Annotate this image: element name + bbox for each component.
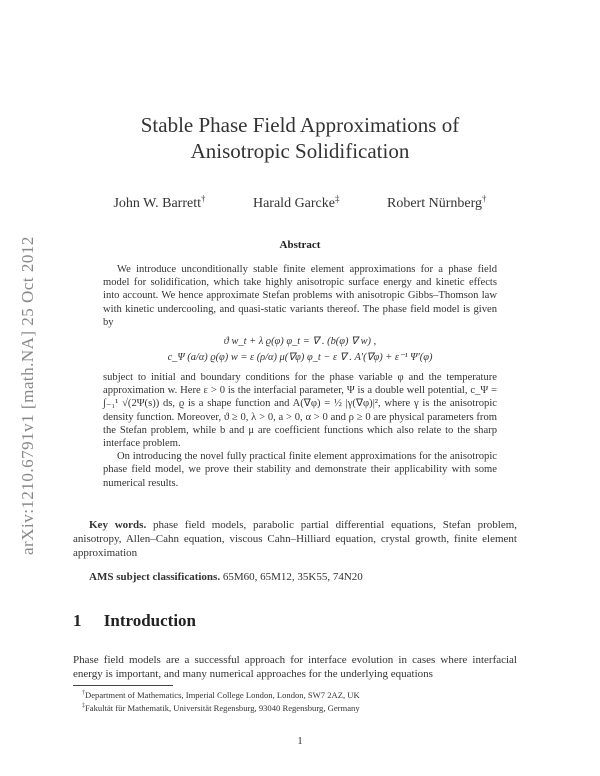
ams-codes: 65M60, 65M12, 35K55, 74N20 [222,571,363,583]
section-heading [73,611,196,631]
author-name: John W. Barrett [113,195,201,211]
footnote-text: Fakultät für Mathematik, Universität Regensburg, 93040 Regensburg, Germany [85,702,360,713]
title-line-1: Stable Phase Field Approximations of [140,113,460,137]
abstract-heading: Abstract [279,239,321,251]
equation-2: c_Ψ (a/α) ϱ(φ) w = ε (ρ/α) μ(∇φ) φ_t − ε ∇ . A′(∇φ) + ε⁻¹ Ψ′(φ) [167,352,433,364]
author-mark: † [482,193,487,203]
paper-title [0,112,600,164]
abstract-paragraph: subject to initial and boundary conditions for the phase variable φ and the temperature approximation w. Here ε > 0 is the interfacial parameter, Ψ is a double well potential, c_Ψ = ∫₋₁¹ √(2Ψ(s)) ds, ϱ is a shape function and A(∇φ) = ½ |γ(∇φ)|², where γ is the anisotropic density function. Moreover, ϑ ≥ 0, λ > 0, a > 0, α > 0 and ρ ≥ 0 are physical parameters from the Stefan problem, while b and μ are coefficient functions which also relate to the sharp interface problem. [103,372,497,450]
footnote-rule [73,685,173,686]
title-line-2: Anisotropic Solidification [190,139,410,163]
abstract-paragraph: On introducing the novel fully practical finite element approximations for the anisotropic phase field model, we prove their stability and demonstrate their applicability with some numerical results. [103,451,497,489]
keywords-text: phase field models, parabolic partial differential equations, Stefan problem, anisotropy, Allen–Cahn equation, viscous Cahn–Hilliard equation, crystal growth, finite element approximation [73,519,518,559]
footnote-mark: † [82,690,85,696]
author [387,193,487,211]
keywords [73,518,517,560]
author [252,193,340,211]
ams-label: AMS subject classifications. [89,571,221,583]
footnote [82,688,360,701]
page-number: 1 [297,735,303,747]
author-name: Harald Garcke [252,195,335,211]
section-title: Introduction [103,611,197,630]
author-mark: † [200,193,206,203]
author-name: Robert Nürnberg [387,195,482,211]
author-mark: ‡ [335,193,340,203]
keywords-label: Key words. [89,519,147,531]
equation-1: ϑ w_t + λ ϱ(φ) φ_t = ∇ . (b(φ) ∇ w) , [223,336,377,348]
intro-paragraph: Phase field models are a successful approach for interface evolution in cases where interfacial energy is important, and many numerical approaches for the underlying equations [73,654,517,680]
abstract-body [103,263,497,490]
section-number: 1 [73,611,82,630]
footnote-text: Department of Mathematics, Imperial College London, London, SW7 2AZ, UK [85,689,360,700]
footnote [82,701,360,714]
footnote-mark: ‡ [82,702,85,709]
ams-classification [89,571,363,583]
arxiv-stamp: arXiv:1210.6791v1 [math.NA] 25 Oct 2012 [18,236,37,555]
author [113,193,206,211]
footnotes [82,688,360,714]
abstract-paragraph: We introduce unconditionally stable finite element approximations for a phase field model for solidification, which take highly anisotropic surface energy and kinetic effects into account. We hence approximate Stefan problems with anisotropic Gibbs–Thomson law with kinetic undercooling, and quasi-static variants thereof. The phase field model is given by [103,264,497,328]
author-list [0,193,600,212]
